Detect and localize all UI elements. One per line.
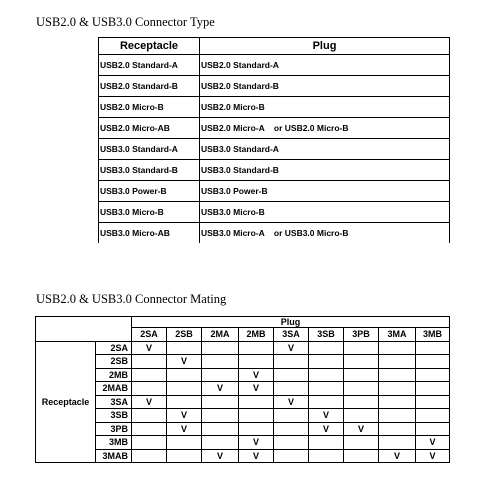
mating-cell [309, 382, 344, 396]
mating-cell [309, 449, 344, 463]
mating-cell [202, 395, 239, 409]
receptacle-cell: USB2.0 Standard-A [99, 55, 200, 76]
connector-mating-title: USB2.0 & USB3.0 Connector Mating [36, 292, 227, 306]
mating-cell [274, 409, 309, 423]
mating-cell [379, 422, 416, 436]
mating-cell [167, 368, 202, 382]
connector-type-row [99, 55, 450, 76]
receptacle-row-label: 3SB [96, 409, 132, 423]
mating-cell [379, 395, 416, 409]
mating-corner-cell [36, 317, 132, 342]
receptacle-row-label: 2SA [96, 341, 132, 355]
mating-cell: V [239, 368, 274, 382]
mating-cell: V [416, 449, 450, 463]
receptacle-column-header: Receptacle [99, 38, 200, 55]
receptacle-cell: USB3.0 Standard-B [99, 160, 200, 181]
mating-cell [344, 409, 379, 423]
plug-cell: USB2.0 Micro-B [200, 97, 450, 118]
receptacle-row-label: 3PB [96, 422, 132, 436]
mating-row [36, 395, 450, 409]
mating-cell [167, 436, 202, 450]
receptacle-row-label: 3MAB [96, 449, 132, 463]
mating-cell [379, 382, 416, 396]
receptacle-cell: USB3.0 Power-B [99, 181, 200, 202]
mating-cell [132, 436, 167, 450]
mating-cell [344, 341, 379, 355]
mating-cell: V [167, 409, 202, 423]
plug-group-header: Plug [132, 317, 450, 328]
mating-plug-header-row [36, 317, 450, 328]
mating-cell [379, 341, 416, 355]
plug-column-header: 3PB [344, 328, 379, 342]
mating-cell [132, 368, 167, 382]
mating-cell [344, 449, 379, 463]
mating-cell [309, 368, 344, 382]
mating-cell [239, 355, 274, 369]
mating-cell [416, 409, 450, 423]
connector-type-row [99, 160, 450, 181]
mating-cell [309, 395, 344, 409]
connector-type-header-row [99, 38, 450, 55]
plug-cell: USB3.0 Power-B [200, 181, 450, 202]
mating-cell [416, 422, 450, 436]
mating-cell: V [239, 436, 274, 450]
connector-type-row [99, 139, 450, 160]
mating-cell [344, 436, 379, 450]
plug-cell: USB2.0 Standard-B [200, 76, 450, 97]
mating-cell: V [167, 355, 202, 369]
mating-cell: V [202, 449, 239, 463]
mating-cell [167, 382, 202, 396]
plug-column-header: Plug [200, 38, 450, 55]
plug-column-header: 2MB [239, 328, 274, 342]
mating-cell [132, 422, 167, 436]
connector-type-title: USB2.0 & USB3.0 Connector Type [36, 15, 215, 29]
receptacle-row-label: 3SA [96, 395, 132, 409]
mating-cell [379, 436, 416, 450]
mating-cell [202, 368, 239, 382]
mating-cell: V [239, 449, 274, 463]
mating-cell [309, 436, 344, 450]
receptacle-row-label: 3MB [96, 436, 132, 450]
plug-cell: USB3.0 Standard-B [200, 160, 450, 181]
mating-cell [344, 368, 379, 382]
mating-row [36, 382, 450, 396]
mating-cell: V [274, 341, 309, 355]
connector-type-row [99, 97, 450, 118]
plug-cell: USB2.0 Micro-A or USB2.0 Micro-B [200, 118, 450, 139]
mating-row [36, 422, 450, 436]
receptacle-cell: USB2.0 Micro-AB [99, 118, 200, 139]
plug-column-header: 2SA [132, 328, 167, 342]
connector-type-row [99, 202, 450, 223]
receptacle-group-header: Receptacle [36, 341, 96, 463]
mating-cell [239, 422, 274, 436]
mating-cell [167, 341, 202, 355]
plug-column-header: 3SA [274, 328, 309, 342]
mating-cell [309, 355, 344, 369]
mating-cell: V [132, 341, 167, 355]
plug-column-header: 2MA [202, 328, 239, 342]
receptacle-row-label: 2SB [96, 355, 132, 369]
mating-cell [344, 382, 379, 396]
receptacle-cell: USB3.0 Standard-A [99, 139, 200, 160]
mating-cell [344, 395, 379, 409]
mating-cell [274, 436, 309, 450]
mating-cell [239, 341, 274, 355]
connector-type-row [99, 76, 450, 97]
mating-cell [202, 341, 239, 355]
connector-type-row [99, 181, 450, 202]
mating-cell [416, 355, 450, 369]
plug-cell: USB2.0 Standard-A [200, 55, 450, 76]
plug-cell: USB3.0 Micro-B [200, 202, 450, 223]
mating-cell [132, 382, 167, 396]
mating-cell [274, 368, 309, 382]
mating-cell [309, 341, 344, 355]
mating-cell [274, 382, 309, 396]
mating-cell [202, 409, 239, 423]
mating-cell: V [379, 449, 416, 463]
mating-row [36, 436, 450, 450]
mating-cell: V [202, 382, 239, 396]
plug-cell: USB3.0 Micro-A or USB3.0 Micro-B [200, 223, 450, 244]
plug-column-header: 3MB [416, 328, 450, 342]
mating-row [36, 355, 450, 369]
mating-cell [416, 395, 450, 409]
receptacle-row-label: 2MB [96, 368, 132, 382]
plug-cell: USB3.0 Standard-A [200, 139, 450, 160]
plug-column-header: 3MA [379, 328, 416, 342]
plug-column-header: 3SB [309, 328, 344, 342]
receptacle-cell: USB2.0 Micro-B [99, 97, 200, 118]
mating-cell: V [274, 395, 309, 409]
mating-cell: V [416, 436, 450, 450]
receptacle-cell: USB3.0 Micro-AB [99, 223, 200, 244]
mating-cell [132, 409, 167, 423]
mating-cell [274, 355, 309, 369]
mating-cell [416, 382, 450, 396]
mating-cell: V [344, 422, 379, 436]
mating-cell [239, 409, 274, 423]
mating-cell [202, 436, 239, 450]
mating-cell: V [132, 395, 167, 409]
mating-cell: V [309, 409, 344, 423]
mating-cell: V [167, 422, 202, 436]
connector-mating-table [35, 316, 450, 463]
mating-cell [344, 355, 379, 369]
mating-row [36, 409, 450, 423]
mating-cell [202, 355, 239, 369]
connector-type-table [98, 37, 450, 243]
receptacle-cell: USB3.0 Micro-B [99, 202, 200, 223]
mating-cell [379, 368, 416, 382]
mating-cell [202, 422, 239, 436]
mating-cell [167, 395, 202, 409]
mating-cell [132, 355, 167, 369]
mating-cell [379, 355, 416, 369]
mating-cell: V [239, 382, 274, 396]
mating-row [36, 341, 450, 355]
mating-cell [132, 449, 167, 463]
mating-cell [416, 341, 450, 355]
mating-row [36, 449, 450, 463]
mating-cell [274, 449, 309, 463]
plug-column-header: 2SB [167, 328, 202, 342]
mating-cell [379, 409, 416, 423]
mating-cell: V [309, 422, 344, 436]
mating-row [36, 368, 450, 382]
mating-cell [239, 395, 274, 409]
receptacle-row-label: 2MAB [96, 382, 132, 396]
connector-type-row [99, 223, 450, 244]
mating-cell [167, 449, 202, 463]
receptacle-cell: USB2.0 Standard-B [99, 76, 200, 97]
connector-type-row [99, 118, 450, 139]
mating-cell [274, 422, 309, 436]
mating-cell [416, 368, 450, 382]
